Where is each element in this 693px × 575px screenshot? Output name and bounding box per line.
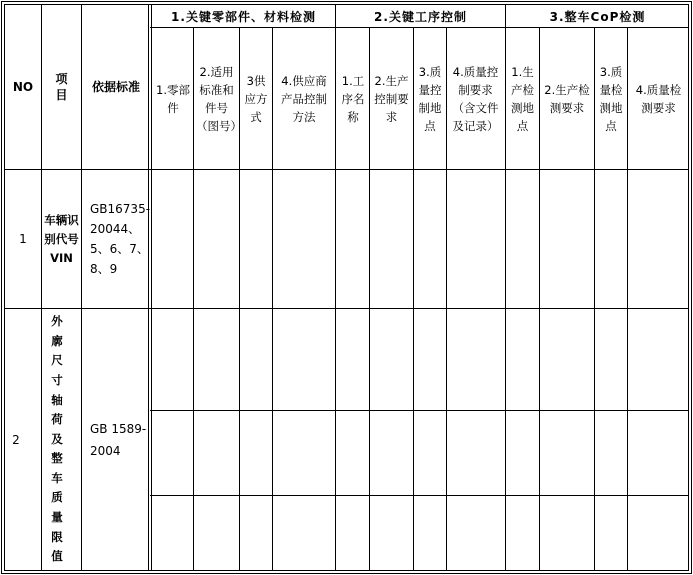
header-basis: 依据标准	[91, 80, 140, 94]
header-item	[42, 5, 81, 169]
header-item-char: 目	[55, 88, 68, 102]
g1-col-supplier-control: 4.供应商产品控制方法	[281, 73, 327, 124]
g1-col-supply: 3供应方式	[244, 73, 268, 124]
g3-col-quality-place: 3.质量检测地点	[599, 64, 623, 133]
g1-col-parts: 1.零部件	[156, 82, 190, 115]
header-item-char: 项	[55, 71, 68, 86]
group3-title: 3.整车CoP检测	[549, 9, 646, 24]
group1-title: 1.关键零部件、材料检测	[171, 9, 316, 24]
g1-col-standard: 2.适用标准和件号（图号）	[196, 64, 242, 133]
g2-col-quality-req: 4.质量控制要求（含文件及记录）	[452, 64, 499, 133]
group2-title: 2.关键工序控制	[374, 9, 467, 24]
row1-basis: GB16735-20044、5、6、7、8、9	[90, 202, 151, 276]
g3-col-prod-place: 1.生产检测地点	[511, 64, 534, 133]
g2-col-quality-place: 3.质量控制地点	[418, 64, 442, 133]
row2-basis: GB 1589-2004	[90, 421, 147, 458]
g2-col-process: 1.工序名称	[341, 73, 365, 124]
g3-col-prod-req: 2.生产检测要求	[544, 82, 590, 115]
header-no: NO	[12, 80, 34, 94]
row1-no: 1	[19, 232, 27, 246]
g2-col-prod-control: 2.生产控制要求	[374, 73, 409, 124]
row1-item: 车辆识别代号VIN	[44, 212, 79, 265]
g3-col-quality-req: 4.质量检测要求	[635, 82, 682, 115]
row2-no: 2	[12, 432, 20, 447]
row2-item: 外廓尺寸轴荷及整车质量限值	[51, 314, 63, 564]
